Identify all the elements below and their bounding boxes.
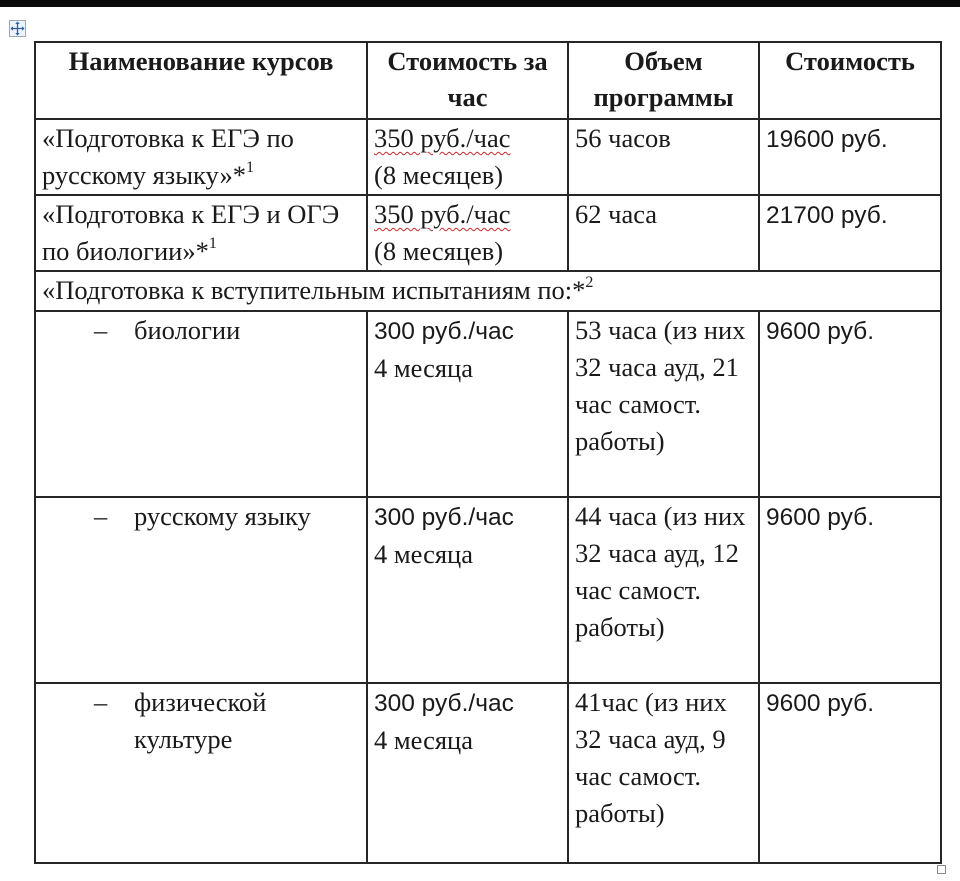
program-volume-cell	[568, 195, 759, 271]
subject-name: физической культуре	[134, 687, 267, 754]
hourly-price: 300 руб./час	[374, 504, 514, 531]
table-row	[35, 683, 941, 863]
course-name-cell	[35, 119, 367, 195]
subject-name: биологии	[134, 315, 241, 345]
total-price-cell	[759, 119, 941, 195]
header-label: Объем программы	[593, 46, 734, 112]
program-volume: 53 часа (из них 32 часа ауд, 21 час самост. работы)	[575, 315, 746, 456]
course-name: «Подготовка к ЕГЭ по русскому языку»*	[42, 123, 294, 190]
total-price-cell	[759, 683, 941, 863]
courses-table	[34, 41, 942, 864]
table-header-row	[35, 42, 941, 119]
hourly-price: 350 руб./час	[374, 199, 511, 229]
hourly-price-cell	[367, 311, 568, 497]
total-price-cell	[759, 195, 941, 271]
footnote-mark: 2	[585, 274, 594, 291]
hourly-price: 300 руб./час	[374, 318, 514, 345]
subject-name-cell	[35, 311, 367, 497]
hourly-price-cell	[367, 497, 568, 683]
list-dash: –	[94, 501, 108, 531]
program-volume: 44 часа (из них 32 часа ауд, 12 час самост. работы)	[575, 501, 746, 642]
total-price-cell	[759, 311, 941, 497]
table-row	[35, 195, 941, 271]
total-price: 9600 руб.	[766, 504, 875, 531]
table-row	[35, 119, 941, 195]
program-volume-cell	[568, 497, 759, 683]
table-row	[35, 311, 941, 497]
course-name: «Подготовка к ЕГЭ и ОГЭ по биологии»*	[42, 199, 340, 266]
subject-name: русскому языку	[134, 501, 311, 531]
section-title: «Подготовка к вступительным испытаниям по:*	[42, 275, 586, 305]
hourly-price: 350 руб./час	[374, 123, 511, 153]
resize-square-icon[interactable]	[937, 865, 946, 874]
header-total-price	[759, 42, 941, 119]
list-dash: –	[94, 687, 108, 717]
footnote-mark: 1	[208, 235, 217, 252]
list-dash: –	[94, 315, 108, 345]
total-price-cell	[759, 497, 941, 683]
section-title-cell	[35, 271, 941, 311]
hourly-price-cell	[367, 683, 568, 863]
total-price: 19600 руб.	[766, 126, 888, 153]
total-price: 21700 руб.	[766, 202, 888, 229]
program-volume: 56 часов	[575, 123, 671, 153]
hourly-price-cell	[367, 195, 568, 271]
header-label: Стоимость	[785, 46, 915, 76]
header-course-name	[35, 42, 367, 119]
course-duration: 4 месяца	[374, 353, 473, 383]
program-volume-cell	[568, 119, 759, 195]
program-volume-cell	[568, 311, 759, 497]
program-volume: 62 часа	[575, 199, 658, 229]
header-hourly-price	[367, 42, 568, 119]
table-row	[35, 497, 941, 683]
header-label: Наименование курсов	[68, 46, 334, 76]
section-row	[35, 271, 941, 311]
window-top-bar	[0, 0, 960, 7]
subject-name-cell	[35, 683, 367, 863]
course-duration: 4 месяца	[374, 539, 473, 569]
hourly-price-cell	[367, 119, 568, 195]
total-price: 9600 руб.	[766, 690, 875, 717]
course-name-cell	[35, 195, 367, 271]
hourly-price: 300 руб./час	[374, 690, 514, 717]
move-arrows-icon[interactable]	[9, 20, 26, 37]
header-label: Стоимость за час	[387, 46, 548, 112]
total-price: 9600 руб.	[766, 318, 875, 345]
program-volume: 41час (из них 32 часа ауд, 9 час самост. работы)	[575, 687, 727, 828]
subject-name-cell	[35, 497, 367, 683]
course-duration: (8 месяцев)	[374, 160, 504, 190]
footnote-mark: 1	[245, 159, 254, 176]
course-duration: (8 месяцев)	[374, 236, 504, 266]
header-program-volume	[568, 42, 759, 119]
program-volume-cell	[568, 683, 759, 863]
course-duration: 4 месяца	[374, 725, 473, 755]
